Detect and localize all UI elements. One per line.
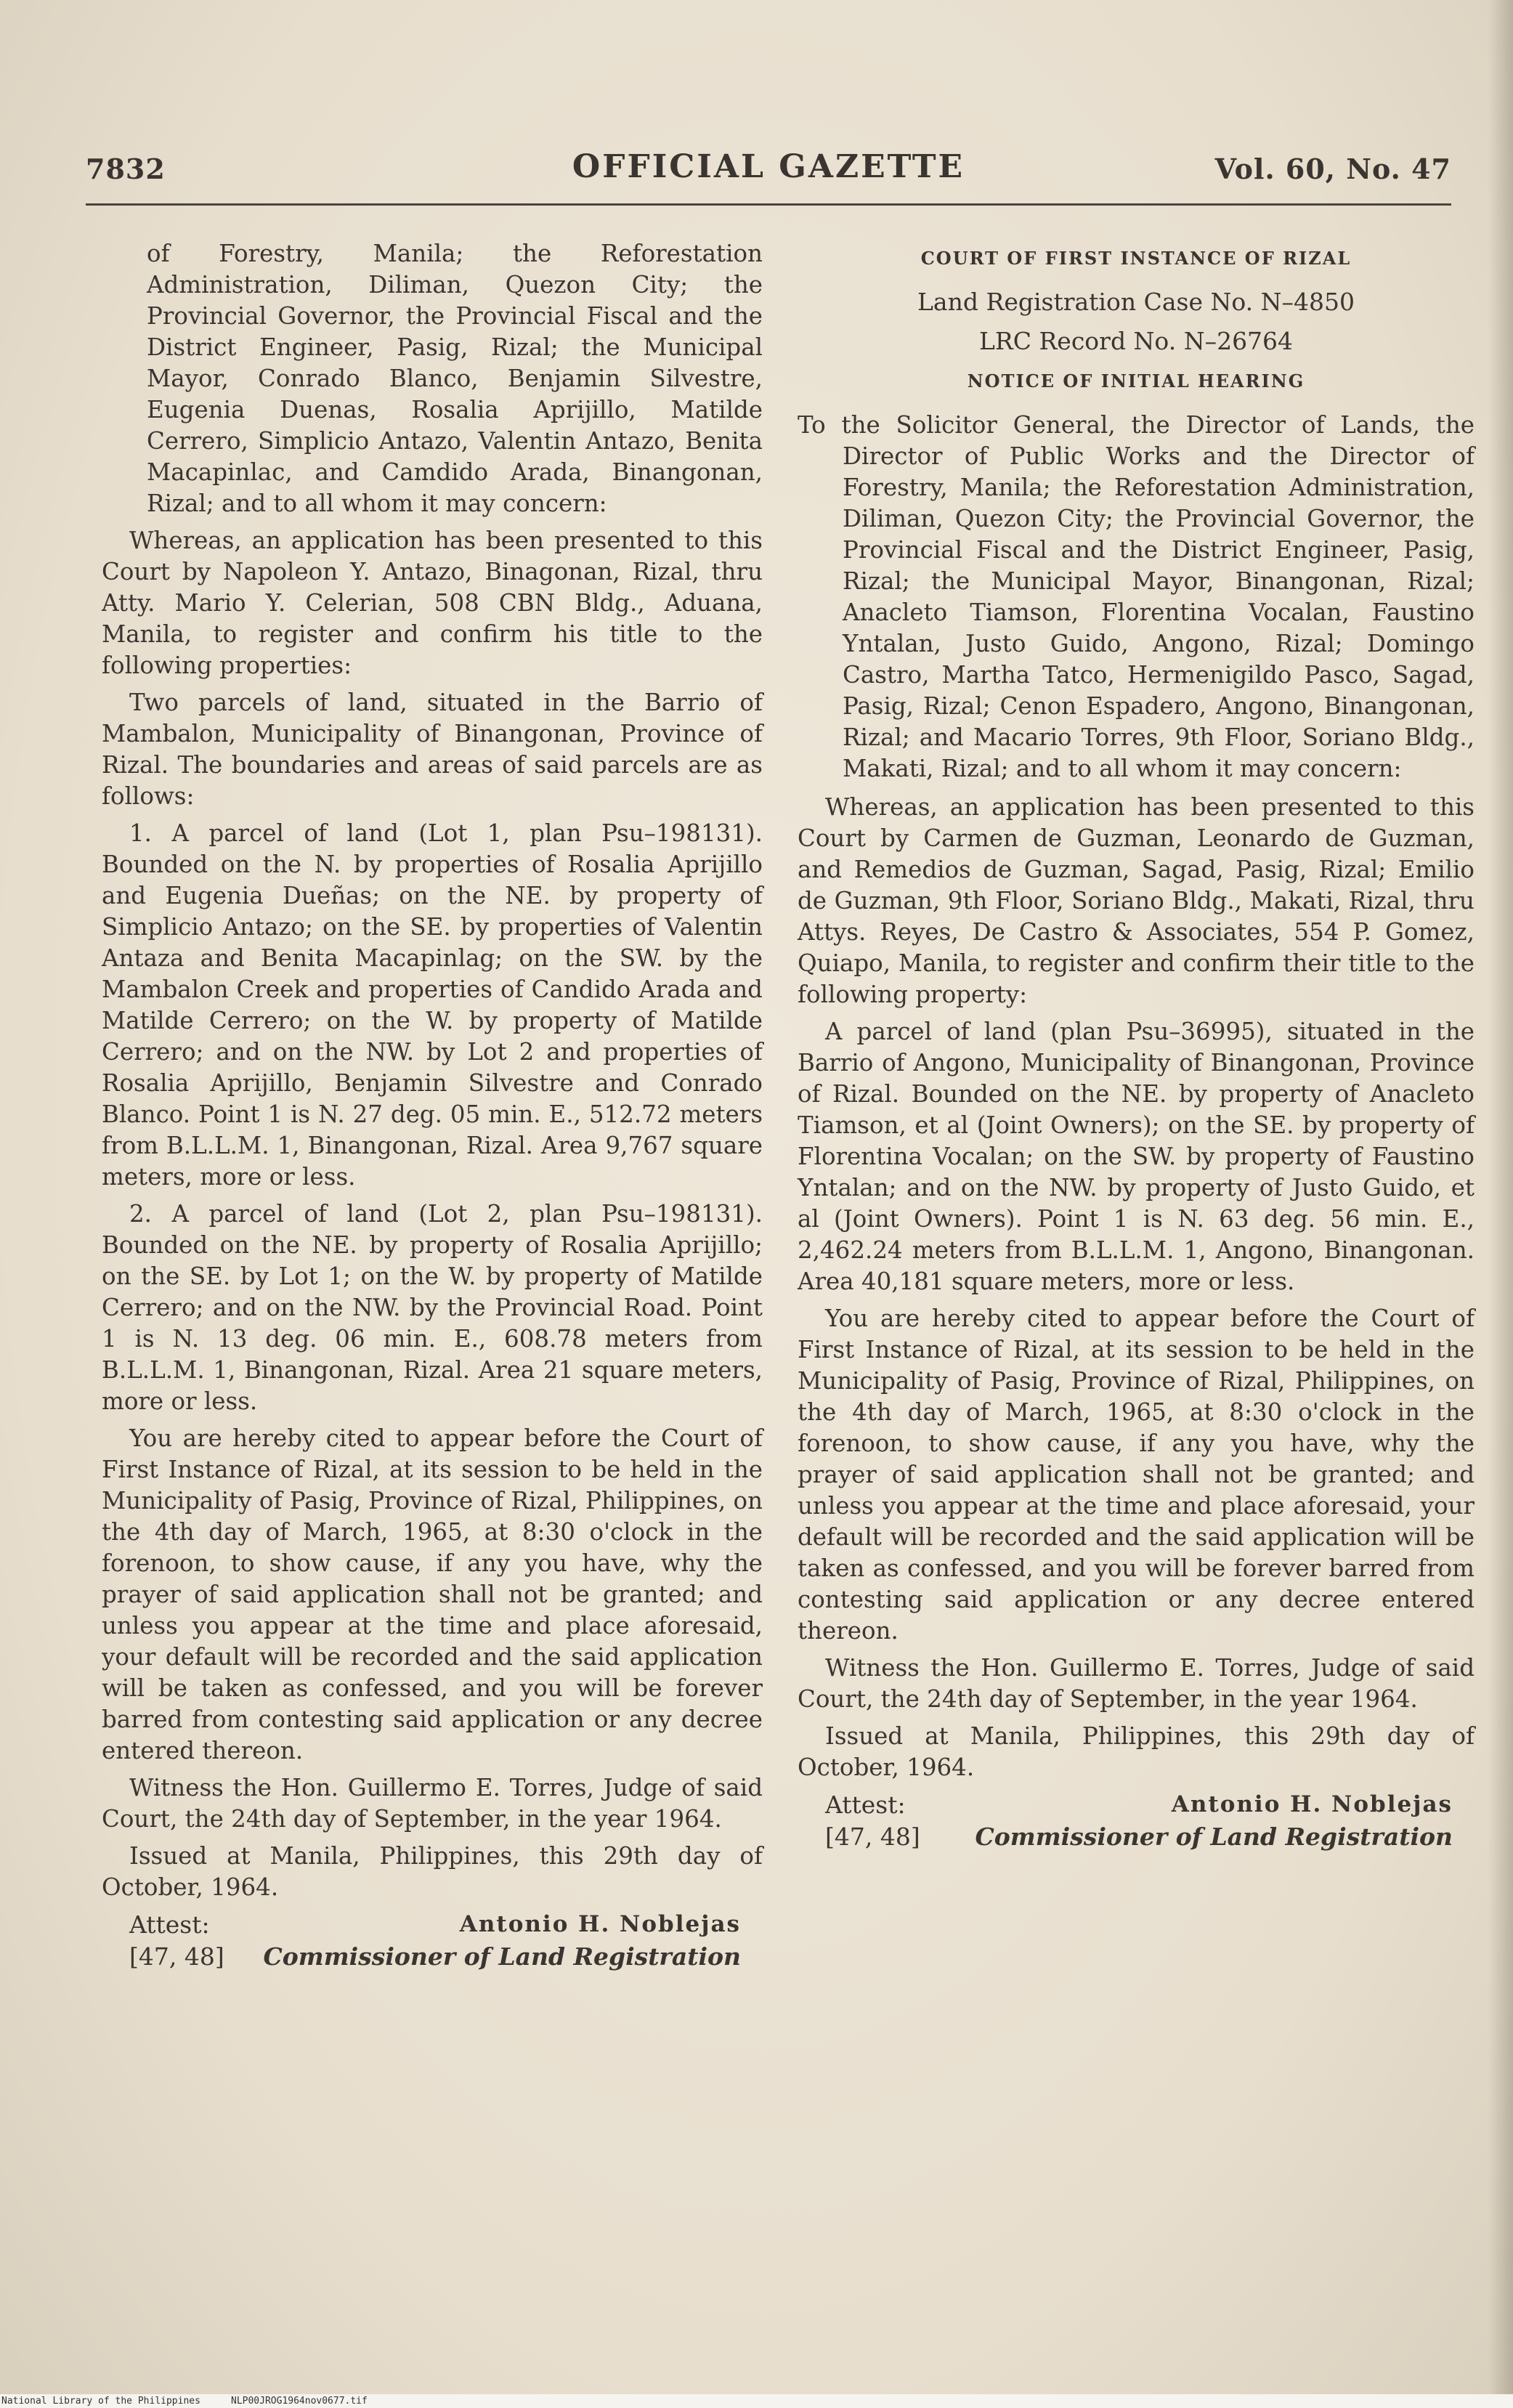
signatory-name: Antonio H. Noblejas <box>459 1911 741 1937</box>
publication-title: OFFICIAL GAZETTE <box>572 148 965 185</box>
attest-label: Attest: <box>825 1791 906 1819</box>
attestation <box>798 1789 1475 1856</box>
signatory-name: Antonio H. Noblejas <box>1171 1791 1453 1817</box>
library-credit: National Library of the Philippines <box>1 2396 200 2407</box>
attest-label: Attest: <box>129 1910 210 1939</box>
signatory-position: Commissioner of Land Registration <box>263 1942 741 1971</box>
issued-paragraph: Issued at Manila, Philippines, this 29th day of October, 1964. <box>102 1842 763 1901</box>
issue-reference: [47, 48] <box>129 1942 224 1971</box>
right-column <box>798 238 1475 1856</box>
whereas-paragraph: Whereas, an application has been presented to this Court by Napoleon Y. Antazo, Binagonan, Rizal, thru Atty. Mario Y. Celerian, 508 CBN Bldg., Aduana, Manila, to register and confirm his title to the following properties: <box>102 527 763 679</box>
issue-reference: [47, 48] <box>825 1823 920 1851</box>
address-block: of Forestry, Manila; the Reforestation Administration, Diliman, Quezon City; the Provincial Governor, the Provincial Fiscal and the District Engineer, Pasig, Rizal; the Municipal Mayor, Conrado Blanco, Benjamin Silvestre, Eugenia Duenas, Rosalia Aprijillo, Matilde Cerrero, Simplicio Antazo, Valentin Antazo, Benita Macapinlac, and Camdido Arada, Binangonan, Rizal; and to all whom it may concern: <box>147 240 763 517</box>
signatory-position: Commissioner of Land Registration <box>975 1823 1453 1851</box>
citation-paragraph: You are hereby cited to appear before the Court of First Instance of Rizal, at its session to be held in the Municipality of Pasig, Province of Rizal, Philippines, on the 4th day of March, 1965, at 8:30 o'clock in the forenoon, to show cause, if any you have, why the prayer of said application shall not be granted; and unless you appear at the time and place aforesaid, your default will be recorded and the said application will be taken as confessed, and you will be forever barred from contesting said application or any decree entered thereon. <box>798 1305 1475 1645</box>
lrc-record-number: LRC Record No. N–26764 <box>978 327 1294 355</box>
parcels-intro: Two parcels of land, situated in the Barrio of Mambalon, Municipality of Binangonan, Province of Rizal. The boundaries and areas of said parcels are as follows: <box>102 689 763 810</box>
issued-paragraph: Issued at Manila, Philippines, this 29th day of October, 1964. <box>798 1722 1475 1781</box>
citation-paragraph: You are hereby cited to appear before the Court of First Instance of Rizal, at its session to be held in the Municipality of Pasig, Province of Rizal, Philippines, on the 4th day of March, 1965, at 8:30 o'clock in the forenoon, to show cause, if any you have, why the prayer of said application shall not be granted; and unless you appear at the time and place aforesaid, your default will be recorded and the said application will be taken as confessed, and you will be forever barred from contesting said application or any decree entered thereon. <box>102 1424 763 1764</box>
parcel-description: A parcel of land (plan Psu–36995), situated in the Barrio of Angono, Municipality of Binangonan, Province of Rizal. Bounded on the NE. by property of Anacleto Tiamson, et al (Joint Owners); on the SE. by property of Florentina Vocalan; on the SW. by property of Faustino Yntalan; and on the NW. by property of Justo Guido, et al (Joint Owners). Point 1 is N. 63 deg. 56 min. E., 2,462.24 meters from B.L.L.M. 1, Angono, Binangonan. Area 40,181 square meters, more or less. <box>798 1018 1475 1295</box>
volume-number: Vol. 60, No. 47 <box>1214 153 1451 185</box>
scan-filename: NLP00JROG1964nov0677.tif <box>231 2396 368 2407</box>
left-column <box>102 238 763 1976</box>
address-block: To the Solicitor General, the Director of Lands, the Director of Public Works and the Director of Forestry, Manila; the Reforestation Administration, Diliman, Quezon City; the Provincial Governor, the Provincial Fiscal and the District Engineer, Pasig, Rizal; the Municipal Mayor, Binangonan, Rizal; Anacleto Tiamson, Florentina Vocalan, Faustino Yntalan, Justo Guido, Angono, Rizal; Domingo Castro, Martha Tatco, Hermenigildo Pasco, Sagad, Pasig, Rizal; Cenon Espadero, Angono, Binangonan, Rizal; and Macario Torres, 9th Floor, Soriano Bldg., Makati, Rizal; and to all whom it may concern: <box>798 411 1475 782</box>
scan-footer <box>0 2394 1513 2408</box>
attestation <box>102 1909 763 1976</box>
court-heading: COURT OF FIRST INSTANCE OF RIZAL <box>920 248 1352 269</box>
header-rule <box>86 203 1451 206</box>
page-edge-shadow <box>1488 0 1513 2408</box>
case-number: Land Registration Case No. N–4850 <box>917 288 1355 316</box>
witness-paragraph: Witness the Hon. Guillermo E. Torres, Judge of said Court, the 24th day of September, in the year 1964. <box>102 1774 763 1833</box>
notice-heading: NOTICE OF INITIAL HEARING <box>967 370 1305 392</box>
witness-paragraph: Witness the Hon. Guillermo E. Torres, Judge of said Court, the 24th day of September, in the year 1964. <box>798 1654 1475 1713</box>
whereas-paragraph: Whereas, an application has been presented to this Court by Carmen de Guzman, Leonardo de Guzman, and Remedios de Guzman, Sagad, Pasig, Rizal; Emilio de Guzman, 9th Floor, Soriano Bldg., Makati, Rizal, thru Attys. Reyes, De Castro & Associates, 554 P. Gomez, Quiapo, Manila, to register and confirm their title to the following property: <box>798 793 1475 1008</box>
parcel-1-description: 1. A parcel of land (Lot 1, plan Psu–198131). Bounded on the N. by properties of Rosalia Aprijillo and Eugenia Dueñas; on the NE. by property of Simplicio Antazo; on the SE. by properties of Valentin Antaza and Benita Macapinlag; on the SW. by the Mambalon Creek and properties of Candido Arada and Matilde Cerrero; on the W. by property of Matilde Cerrero; and on the NW. by Lot 2 and properties of Rosalia Aprijillo, Benjamin Silvestre and Conrado Blanco. Point 1 is N. 27 deg. 05 min. E., 512.72 meters from B.L.L.M. 1, Binangonan, Rizal. Area 9,767 square meters, more or less. <box>102 819 763 1191</box>
parcel-2-description: 2. A parcel of land (Lot 2, plan Psu–198131). Bounded on the NE. by property of Rosalia Aprijillo; on the SE. by Lot 1; on the W. by property of Matilde Cerrero; and on the NW. by the Provincial Road. Point 1 is N. 13 deg. 06 min. E., 608.78 meters from B.L.L.M. 1, Binangonan, Rizal. Area 21 square meters, more or less. <box>102 1200 763 1415</box>
page-number: 7832 <box>86 153 166 185</box>
page-header <box>86 145 1451 196</box>
